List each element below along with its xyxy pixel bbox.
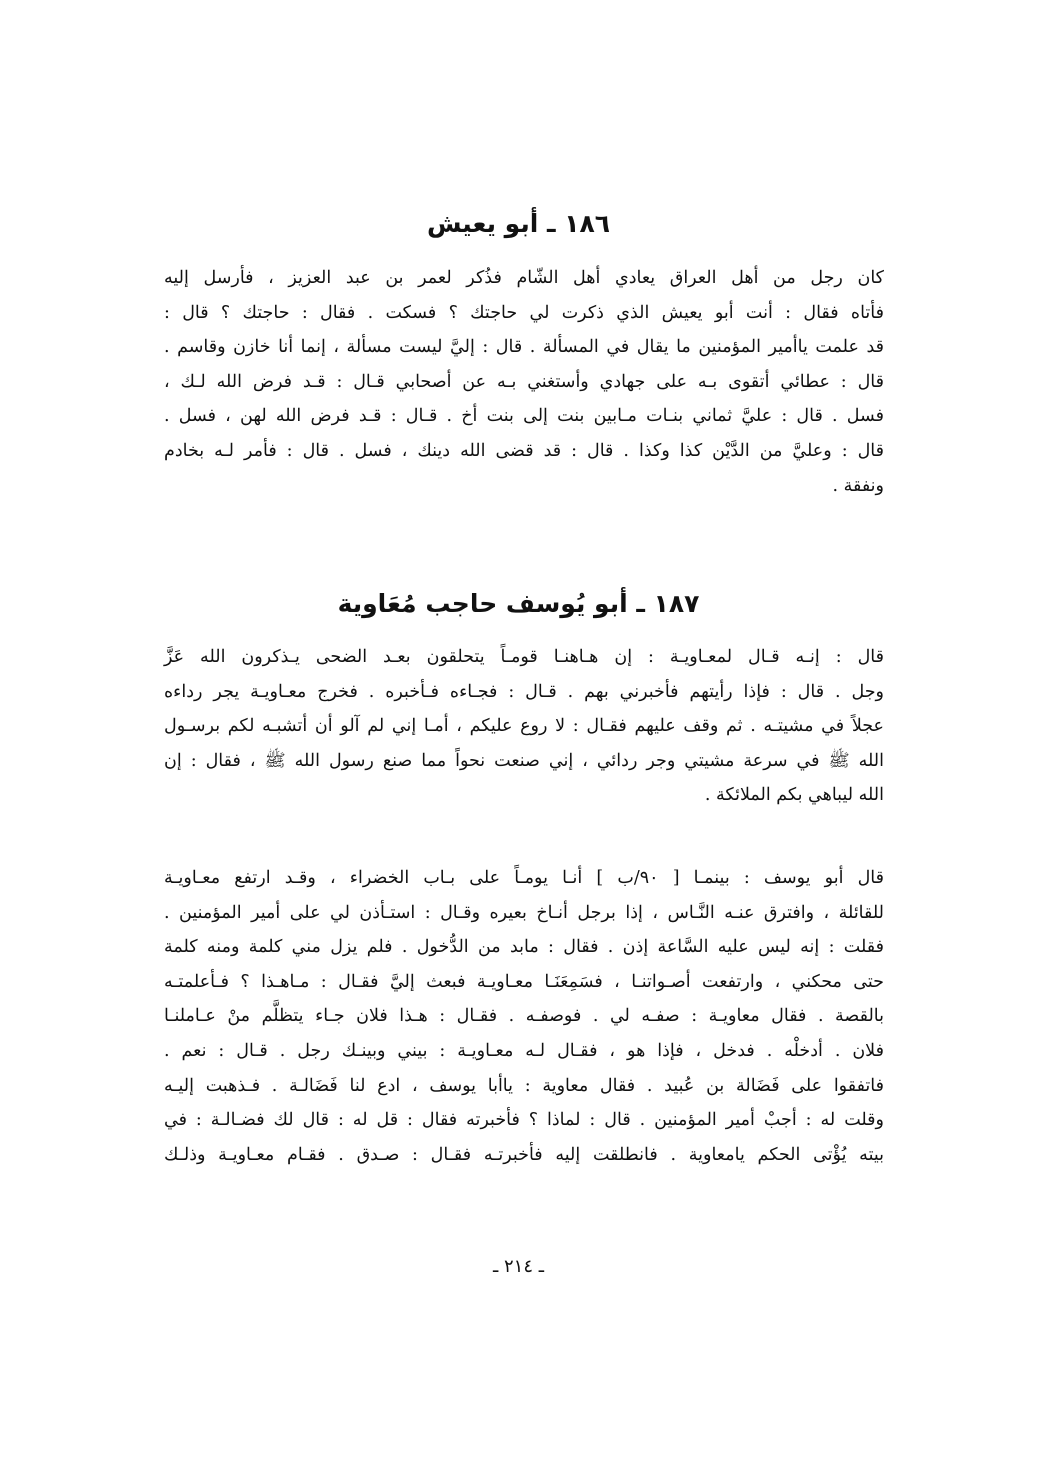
text-line: للقائلة ، وافترق عنـه النَّـاس ، إذا برجل أنـاخ بعيره وقـال : استـأذن لي على أمير المؤمنين . [164,902,884,923]
text-line: الله ليباهي بكم الملائكة . [704,785,884,806]
text-line: كان رجل من أهل العراق يعادي أهل الشّام فذُكر لعمر بن عبد العزيز ، فأرسل إليه [164,268,884,288]
text-line: فلان . أدخلْه . فدخل ، فإذا هو ، فقـال لـه معـاويـة : بيني وبينـك رجل . قـال : نعم . [164,1040,884,1061]
text-line: بالقصة . فقال معاويـة : صفـه لي . فوصفـه . فقـال : هـذا فلان جـاء يتظلَّم منْ عـاملنـا [164,1006,884,1027]
text-line: وجل . قال : فإذا رأيتهم فأخبرني بهم . قـال : فجـاءه فـأخبره . فخرج معـاويـة يجر رداءه [164,681,884,702]
text-line: فاتفقوا على فَضَالة بن عُبيد . فقال معاوية : ياأبا يوسف ، ادع لنا فَضَالـة . فـذهبت إليـه [164,1075,884,1096]
section-title-186: ١٨٦ ـ أبو يعيش [426,209,611,238]
text-line: قال أبو يوسف : بينمـا [ ٩٠/ب ] أنـا يومـاً على بـاب الخضراء ، وقـد ارتفع معـاويـة [164,868,884,888]
paragraph-186 [164,261,884,503]
text-line: قال : إنـه قـال لمعـاويـة : إن هـاهنـا قومـاً يتحلقون بعـد الضحى يـذكرون الله عَزَّ [164,647,884,667]
text-line: ونفقة . [832,475,884,496]
text-line: قال : عطائي أتقوى بـه على جهادي وأستغني بـه عن أصحابي قـال : قـد فرض الله لـك ، [164,371,884,392]
text-line: فقلت : إنه ليس عليه السَّاعة إذن . فقال : مابد من الدُّخول . فلم يزل مني كلمة ومنه كلمة [164,937,884,958]
paragraph-187-2 [164,861,884,1172]
text-line: عجلاً في مشيتـه . ثم وقف عليهم فقـال : لا روع عليكم ، أمـا إني لم آلو أن أتشبـه لكم برسـول [164,716,884,737]
section-title-187: ١٨٧ ـ أبو يُوسف حاجب مُعَاوية [337,589,700,618]
text-line: الله ﷺ في سرعة مشيتي وجر ردائي ، إني صنعت نحواً مما صنع رسول الله ﷺ ، فقال : إن [164,750,884,771]
page-number: ـ ٢١٤ ـ [492,1256,544,1277]
paragraph-187-1 [164,640,884,813]
text-line: فسل . قال : عليَّ ثماني بنـات مـابين بنت إلى بنت أخ . قـال : قـد فرض الله لهن ، فسل . [164,406,884,427]
text-line: قال : وعليَّ من الدَّيْن كذا وكذا . قال : قد قضى الله دينك ، فسل . قال : فأمر لـه بخادم [164,440,884,461]
text-line: وقلت له : أجبْ أمير المؤمنين . قال : لماذا ؟ فأخبرته فقال : قل له : قال لك فضـالـة : في [164,1110,884,1131]
text-line: بيته يُؤْتى الحكم يامعاوية . فانطلقت إليه فأخبرتـه فقـال : صـدق . فقـام معـاويـة وذلـك [164,1144,884,1165]
text-line: قد علمت ياأمير المؤمنين ما يقال في المسألة . قال : إليَّ ليست مسألة ، إنما أنا خازن وقاسم . [164,337,884,358]
text-line: فأتاه فقال : أنت أبو يعيش الذي ذكرت لي حاجتك ؟ فسكت . فقال : حاجتك ؟ قال : [164,302,884,323]
text-line: حتى محكني ، وارتفعت أصـواتنـا ، فسَمِعَنَـا معـاويـة فبعث إليَّ فقـال : مـاهـذا ؟ فـأعلمتـه [164,971,884,992]
